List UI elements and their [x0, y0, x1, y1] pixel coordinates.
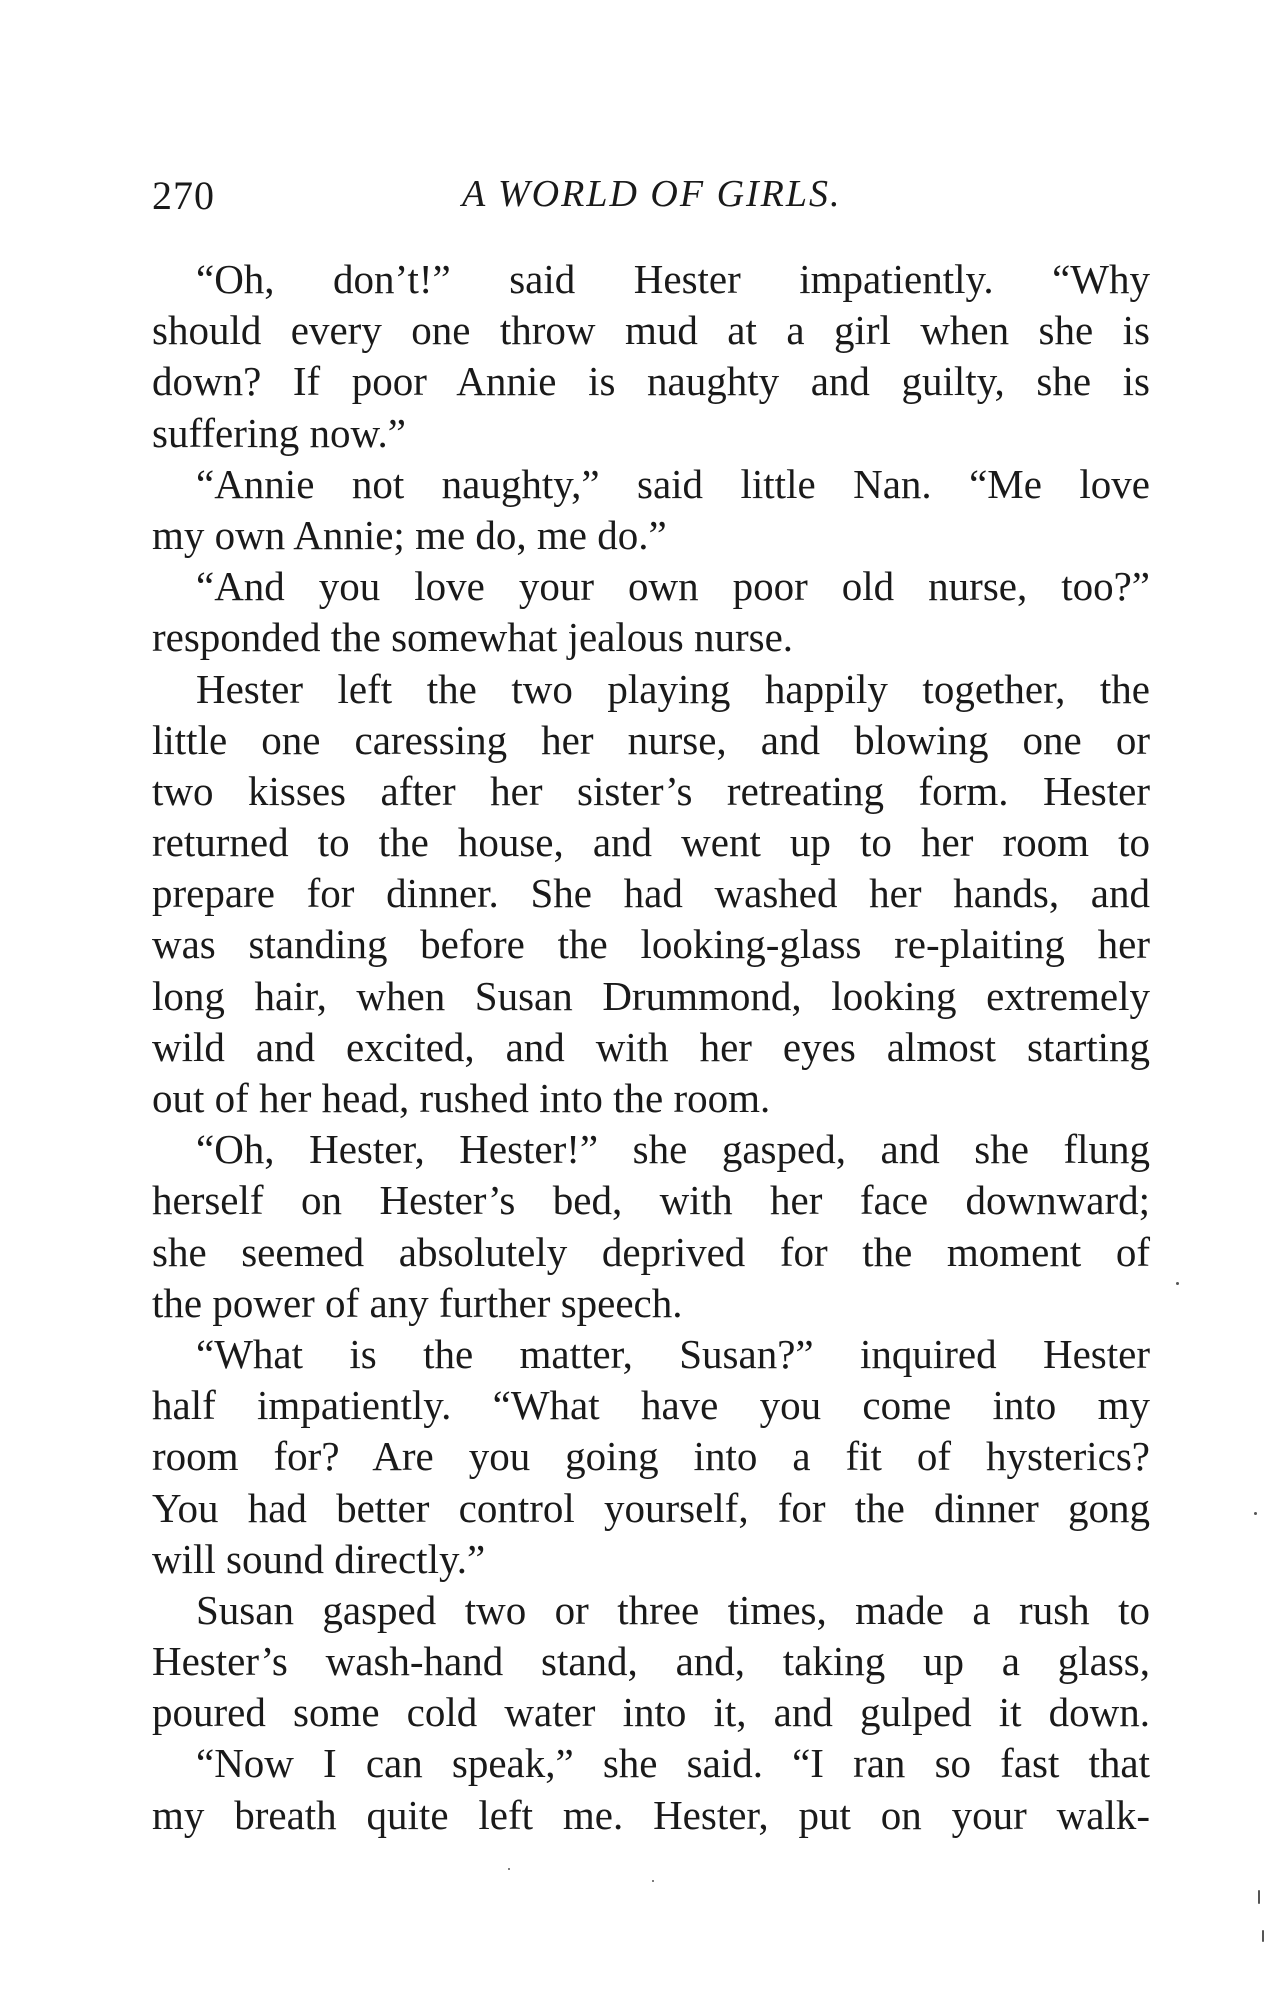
text-line: two kisses after her sister’s retreating form. Hester: [152, 767, 1150, 814]
text-line: wild and excited, and with her eyes almost starting: [152, 1023, 1150, 1070]
text-line: out of her head, rushed into the room.: [152, 1075, 771, 1121]
text-line: little one caressing her nurse, and blowing one or: [152, 716, 1150, 763]
text-line: You had better control yourself, for the dinner gong: [152, 1484, 1150, 1531]
text-line: “Annie not naughty,” said little Nan. “Me love: [196, 460, 1150, 507]
text-line: Hester left the two playing happily together, the: [196, 665, 1150, 712]
text-line: half impatiently. “What have you come into my: [152, 1382, 1150, 1429]
text-line: “And you love your own poor old nurse, too?”: [196, 563, 1150, 610]
scan-speck: [1258, 1890, 1260, 1904]
text-line: room for? Are you going into a fit of hysterics?: [152, 1433, 1150, 1480]
text-line: the power of any further speech.: [152, 1279, 683, 1326]
scan-speck: [1254, 1512, 1257, 1515]
running-head: [152, 168, 1152, 228]
scan-speck: [1262, 1930, 1264, 1942]
scan-speck: [652, 1880, 654, 1882]
text-line: Susan gasped two or three times, made a rush to: [196, 1586, 1150, 1633]
text-line: poured some cold water into it, and gulped it down.: [152, 1689, 1150, 1736]
text-line: my own Annie; me do, me do.”: [152, 511, 667, 558]
text-line: my breath quite left me. Hester, put on your walk-: [152, 1791, 1150, 1838]
page-number: 270: [152, 173, 215, 218]
text-line: herself on Hester’s bed, with her face downward;: [152, 1177, 1150, 1224]
scan-speck: [1176, 1282, 1179, 1285]
text-line: should every one throw mud at a girl when she is: [152, 307, 1150, 354]
text-line: responded the somewhat jealous nurse.: [152, 614, 794, 661]
text-line: will sound directly.”: [152, 1535, 486, 1582]
text-line: returned to the house, and went up to her room to: [152, 819, 1150, 866]
text-line: “Oh, don’t!” said Hester impatiently. “Why: [196, 256, 1150, 302]
text-line: prepare for dinner. She had washed her hands, and: [152, 870, 1150, 917]
text-line: Hester’s wash-hand stand, and, taking up a glass,: [152, 1638, 1150, 1685]
body-text: [152, 254, 1150, 1841]
text-line: long hair, when Susan Drummond, looking extremely: [152, 972, 1150, 1019]
text-line: down? If poor Annie is naughty and guilty, she is: [152, 358, 1150, 405]
scan-speck: [508, 1868, 510, 1870]
text-line: “What is the matter, Susan?” inquired Hester: [196, 1330, 1150, 1377]
text-line: “Now I can speak,” she said. “I ran so fast that: [196, 1740, 1150, 1787]
text-line: “Oh, Hester, Hester!” she gasped, and she flung: [196, 1126, 1150, 1173]
text-line: she seemed absolutely deprived for the moment of: [152, 1228, 1150, 1275]
running-title: A WORLD OF GIRLS.: [462, 173, 842, 215]
text-line: was standing before the looking-glass re-plaiting her: [152, 921, 1150, 968]
text-line: suffering now.”: [152, 409, 406, 456]
